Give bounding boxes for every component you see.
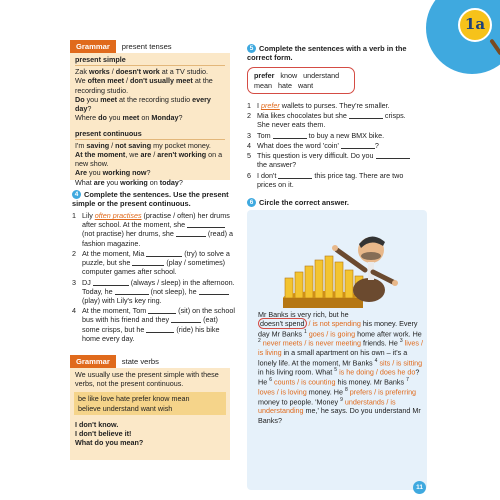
choice-option[interactable]: goes / is going xyxy=(308,329,356,339)
answer-blank[interactable] xyxy=(273,132,307,139)
exercise-6-heading xyxy=(247,198,412,207)
exercise-5-heading xyxy=(247,44,412,63)
answer-blank[interactable] xyxy=(199,288,229,295)
word-bank xyxy=(247,67,355,94)
grammar-line: At the moment, we are / aren't working on a xyxy=(75,149,223,159)
example-answer: often practises xyxy=(94,211,142,220)
present-continuous-heading: present continuous xyxy=(75,129,225,140)
exercise-number-badge: 4 xyxy=(72,190,81,199)
exercise-4-instruction: Complete the sentences. Use the present simple or the present continuous. xyxy=(72,190,229,209)
present-continuous-section xyxy=(70,127,230,187)
present-simple-heading: present simple xyxy=(75,55,225,66)
rich-man-illustration xyxy=(265,216,415,308)
grammar-line: Do you meet at the recording studio every day? xyxy=(75,94,211,114)
grammar-line: Where do you meet on Monday? xyxy=(75,113,183,123)
example-answer: prefer xyxy=(261,101,280,110)
answer-blank[interactable] xyxy=(341,142,375,149)
word-know: know xyxy=(280,71,298,80)
list-item: 3 Tom to buy a new BMX bike. xyxy=(247,130,385,140)
story-text: Mr Banks is very rich, but he doesn't spend / is not spending his money. Every day Mr Banks $^1$ goes / is going home after work. He $^2$ never meets / is never meeting friends. He $^3$ lives / is living in a small apartment on his own – it's a lonely life. At the moment, Mr Banks $^4$ sits / is sitting in his living room. What $^5$ is he doing / does he do? He $^6$ counts / is counting his money. Mr Banks $^7$ loves / is loving money. He $^8$ prefers / is preferring money to people. 'Money $^9$ understands / is understanding me,' he says. Do you understand Mr Banks? xyxy=(258,310,423,425)
grammar-title: state verbs xyxy=(121,356,159,366)
list-item: 2 At the moment, Mia (try) to solve a puzzle, but she (play / sometimes) computer games after school. xyxy=(72,248,230,277)
list-item: 4 At the moment, Tom (sit) on the school bus with his friend and they (eat) some crisps, but he (ride) his bike home every day. xyxy=(72,306,235,343)
choice-option[interactable]: never meets / is never meeting xyxy=(262,338,362,348)
list-item: 2 Mia likes chocolates but she crisps. She never eats them. xyxy=(247,111,406,130)
list-item: 6 I don't this price tag. There are two prices on it. xyxy=(247,170,404,189)
answer-blank[interactable] xyxy=(176,230,206,237)
choice-option[interactable]: sits / is sitting xyxy=(379,357,423,367)
grammar-line: recording studio. xyxy=(75,85,129,95)
man-body xyxy=(353,278,385,302)
choice-option[interactable]: loves / is loving xyxy=(258,387,307,397)
answer-blank[interactable] xyxy=(278,172,312,179)
word-hate: hate xyxy=(277,81,292,91)
grammar-box-state-verbs xyxy=(70,355,230,460)
grammar-line: Zak works / doesn't work at a TV studio. xyxy=(75,67,209,77)
answer-blank[interactable] xyxy=(376,152,410,159)
answer-blank[interactable] xyxy=(148,307,176,314)
grammar-header xyxy=(70,40,230,53)
grammar-line: I'm saving / not saving my pocket money. xyxy=(75,140,211,150)
choice-option[interactable]: lives / is living xyxy=(258,338,423,358)
exercise-5-instruction: Complete the sentences with a verb in the correct form. xyxy=(247,44,407,63)
magnifier-icon xyxy=(458,8,492,42)
circled-answer[interactable]: doesn't spend xyxy=(260,319,305,329)
answer-blank[interactable] xyxy=(93,279,129,286)
page-number: 11 xyxy=(413,481,426,494)
grammar-tag: Grammar xyxy=(70,355,116,368)
list-item: 5 This question is very difficult. Do you the answer? xyxy=(247,151,417,169)
grammar-title: present tenses xyxy=(121,41,172,51)
present-simple-section xyxy=(70,53,230,123)
answer-blank[interactable] xyxy=(187,221,225,228)
list-item: 1 Lily often practises (practise / often) her drums after school. At the moment, she (not practise) her drums, she (read) a fashion magazine. xyxy=(72,211,234,248)
exercise-number-badge: 5 xyxy=(247,44,256,53)
choice-option[interactable]: prefers / is preferring xyxy=(349,387,417,397)
state-verbs-intro: We usually use the present simple with these verbs, not the present continuous. xyxy=(75,370,219,389)
exercise-4-heading xyxy=(72,190,237,209)
word-want: want xyxy=(297,81,314,91)
word-prefer: prefer xyxy=(254,71,275,80)
exercise-5-items xyxy=(247,101,417,190)
list-item: 4 What does the word 'coin' ? xyxy=(247,140,379,150)
choice-option[interactable]: understands / is understanding xyxy=(258,396,396,416)
state-verbs-list: be like love hate prefer know mean believe understand want wish xyxy=(74,392,226,414)
grammar-line: Are you working now? xyxy=(75,168,151,178)
grammar-box-present-tenses xyxy=(70,40,230,187)
answer-blank[interactable] xyxy=(171,316,201,323)
exercise-number-badge: 6 xyxy=(247,198,256,207)
exercise-4-items xyxy=(72,211,237,344)
list-item: 3 DJ (always / sleep) in the afternoon. Today, he (not sleep), he (play) with Lily's key ring. xyxy=(72,277,235,305)
answer-blank[interactable] xyxy=(349,112,383,119)
state-verbs-examples: I don't know. I don't believe it! What do you mean? xyxy=(75,419,144,448)
answer-blank[interactable] xyxy=(146,250,182,257)
answer-blank[interactable] xyxy=(115,288,149,295)
choice-option[interactable]: / is not spending xyxy=(306,319,361,329)
grammar-header xyxy=(70,355,230,368)
exercise-6-instruction: Circle the correct answer. xyxy=(259,198,349,207)
choice-option[interactable]: counts / is counting xyxy=(273,377,336,387)
grammar-tag: Grammar xyxy=(70,40,116,53)
grammar-line: What are you working on today? xyxy=(75,177,183,187)
grammar-line: We often meet / don't usually meet at the xyxy=(75,76,213,86)
word-mean: mean xyxy=(254,81,272,91)
grammar-line: new show. xyxy=(75,159,109,169)
unit-label: 1a xyxy=(464,15,486,34)
answer-blank[interactable] xyxy=(146,326,174,333)
choice-option[interactable]: is he doing / does he do xyxy=(339,367,416,377)
word-understand: understand xyxy=(303,71,340,80)
answer-blank[interactable] xyxy=(132,259,164,266)
list-item: 1 I prefer wallets to purses. They're smaller. xyxy=(247,101,390,110)
